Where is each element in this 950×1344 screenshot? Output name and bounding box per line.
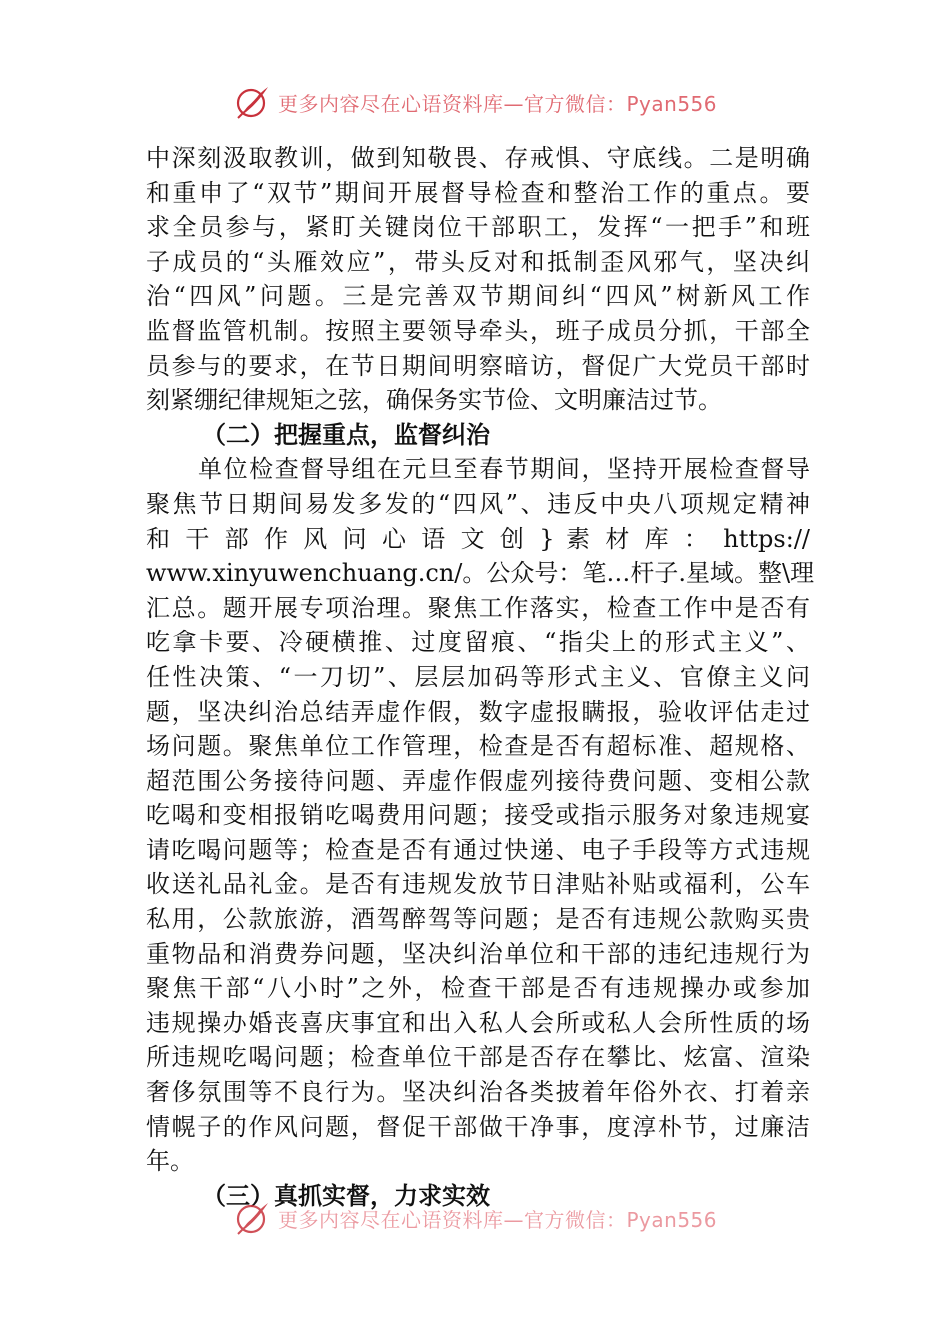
quill-logo-icon — [232, 82, 272, 122]
quill-logo-icon — [232, 1198, 272, 1238]
text-line: 情幌子的作风问题，督促干部做干净事，度淳朴节，过廉洁 — [146, 1112, 810, 1141]
watermark-banner-top — [232, 82, 717, 122]
text-line: 请吃喝问题等；检查是否有通过快递、电子手段等方式违规 — [146, 835, 810, 864]
text-line: 私用，公款旅游，酒驾醉驾等问题；是否有违规公款购买贵 — [146, 905, 810, 934]
text-line: 监督监管机制。按照主要领导牵头，班子成员分抓，干部全 — [146, 316, 810, 345]
text-line: 和 干 部 作 风 问 心 语 文 创 } 素 材 库 ： https:// — [146, 524, 810, 553]
watermark-text: 更多内容尽在心语资料库—官方微信：Pyan556 — [278, 91, 718, 116]
text-line: www.xinyuwenchuang.cn/。公众号：笔…杆子.星域。整\理 — [146, 559, 815, 588]
text-line: 聚焦节日期间易发多发的“四风”、违反中央八项规定精神 — [146, 489, 810, 518]
text-line: 汇总。题开展专项治理。聚焦工作落实，检查工作中是否有 — [146, 593, 810, 622]
text-line: 吃拿卡要、冷硬横推、过度留痕、“指尖上的形式主义”、 — [146, 628, 810, 657]
text-line: 重物品和消费券问题，坚决纠治单位和干部的违纪违规行为 — [146, 939, 810, 968]
watermark-banner-bottom — [232, 1198, 717, 1238]
paragraph-2 — [146, 452, 815, 1178]
text-line: 员参与的要求，在节日期间明察暗访，督促广大党员干部时 — [146, 351, 810, 380]
text-line: 刻紧绷纪律规矩之弦，确保务实节俭、文明廉洁过节。 — [146, 386, 722, 415]
text-line: 任性决策、“一刀切”、层层加码等形式主义、官僚主义问 — [146, 662, 810, 691]
text-line: 奢侈氛围等不良行为。坚决纠治各类披着年俗外衣、打着亲 — [146, 1078, 810, 1107]
text-line: 子成员的“头雁效应”，带头反对和抵制歪风邪气，坚决纠 — [146, 247, 810, 276]
paragraph-1 — [146, 141, 810, 418]
text-line: 和重申了“双节”期间开展督导检查和整治工作的重点。要 — [146, 178, 810, 207]
text-line: 求全员参与，紧盯关键岗位干部职工，发挥“一把手”和班 — [146, 213, 810, 242]
text-line: 所违规吃喝问题；检查单位干部是否存在攀比、炫富、渲染 — [146, 1043, 810, 1072]
text-line: 单位检查督导组在元旦至春节期间，坚持开展检查督导 — [198, 455, 810, 484]
document-body — [146, 141, 815, 1213]
text-line: 超范围公务接待问题、弄虚作假虚列接待费问题、变相公款 — [146, 766, 810, 795]
text-line: 治“四风”问题。三是完善双节期间纠“四风”树新风工作 — [146, 282, 810, 311]
text-line: 吃喝和变相报销吃喝费用问题；接受或指示服务对象违规宴 — [146, 801, 810, 830]
text-line: 题，坚决纠治总结弄虚作假，数字虚报瞒报，验收评估走过 — [146, 697, 810, 726]
section-heading-text: （二）把握重点，监督纠治 — [202, 419, 490, 449]
watermark-text: 更多内容尽在心语资料库—官方微信：Pyan556 — [278, 1207, 718, 1232]
text-line: 年。 — [146, 1147, 194, 1176]
section-heading-text: （三）真抓实督，力求实效 — [202, 1180, 490, 1210]
text-line: 中深刻汲取教训，做到知敬畏、存戒惧、守底线。二是明确 — [146, 144, 810, 172]
text-line: 收送礼品礼金。是否有违规发放节日津贴补贴或福利，公车 — [146, 870, 810, 899]
section-heading-2 — [146, 418, 810, 453]
text-line: 违规操办婚丧喜庆事宜和出入私人会所或私人会所性质的场 — [146, 1008, 810, 1037]
text-line: 聚焦干部“八小时”之外，检查干部是否有违规操办或参加 — [146, 974, 810, 1003]
text-line: 场问题。聚焦单位工作管理，检查是否有超标准、超规格、 — [146, 732, 810, 761]
